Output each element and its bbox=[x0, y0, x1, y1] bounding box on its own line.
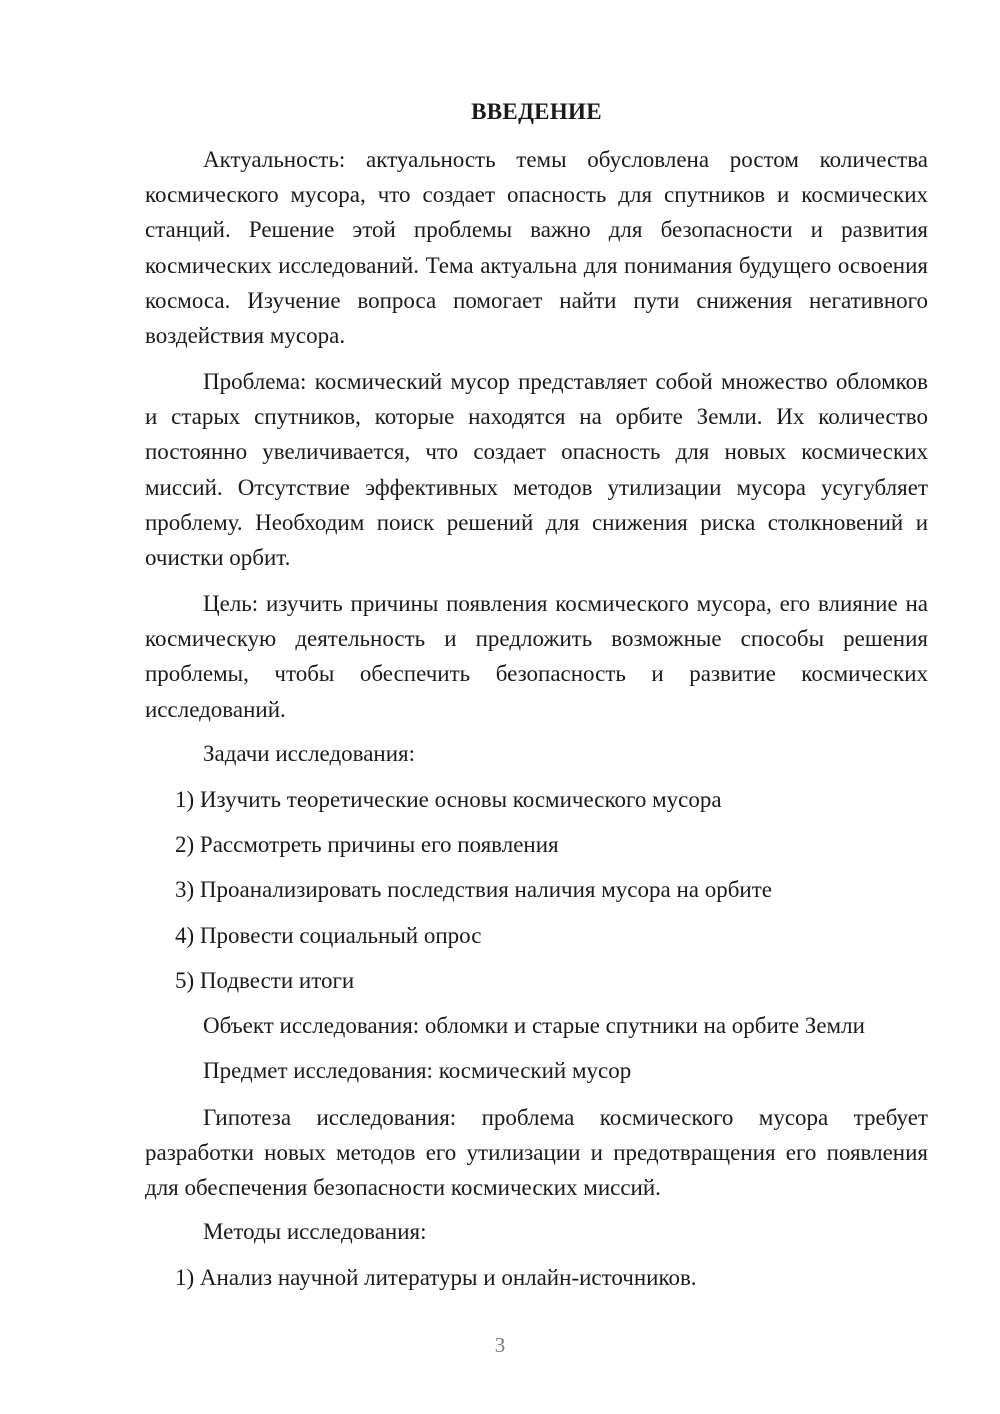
hypothesis-paragraph: Гипотеза исследования: проблема космического мусора требует разработки новых методов его утилизации и предотвращения его появления для обеспечения безопасности космических миссий. bbox=[145, 1105, 928, 1201]
research-subject: Предмет исследования: космический мусор bbox=[203, 1058, 632, 1083]
relevance-paragraph: Актуальность: актуальность темы обусловлена ростом количества космического мусора, что создает опасность для спутников и космических станций. Решение этой проблемы важно для безопасности и развития космических исследований. Тема актуальна для понимания будущего освоения космоса. Изучение вопроса помогает найти пути снижения негативного воздействия мусора. bbox=[145, 147, 928, 349]
task-item: 1) Изучить теоретические основы космического мусора bbox=[175, 787, 722, 812]
page-number: 3 bbox=[494, 1333, 506, 1357]
research-object: Объект исследования: обломки и старые спутники на орбите Земли bbox=[203, 1013, 865, 1038]
task-item: 3) Проанализировать последствия наличия мусора на орбите bbox=[175, 877, 772, 902]
task-item: 2) Рассмотреть причины его появления bbox=[175, 832, 559, 857]
methods-heading: Методы исследования: bbox=[203, 1219, 427, 1244]
tasks-heading: Задачи исследования: bbox=[203, 741, 416, 766]
problem-paragraph: Проблема: космический мусор представляет собой множество обломков и старых спутников, которые находятся на орбите Земли. Их количество постоянно увеличивается, что создает опасность для новых космических миссий. Отсутствие эффективных методов утилизации мусора усугубляет проблему. Необходим поиск решений для снижения риска столкновений и очистки орбит. bbox=[145, 369, 928, 571]
page-title: ВВЕДЕНИЕ bbox=[471, 99, 602, 124]
goal-paragraph: Цель: изучить причины появления космического мусора, его влияние на космическую деятельность и предложить возможные способы решения проблемы, чтобы обеспечить безопасность и развитие космических исследований. bbox=[145, 591, 928, 722]
method-item: 1) Анализ научной литературы и онлайн-источников. bbox=[175, 1265, 697, 1290]
task-item: 5) Подвести итоги bbox=[175, 968, 355, 993]
task-item: 4) Провести социальный опрос bbox=[175, 923, 482, 948]
